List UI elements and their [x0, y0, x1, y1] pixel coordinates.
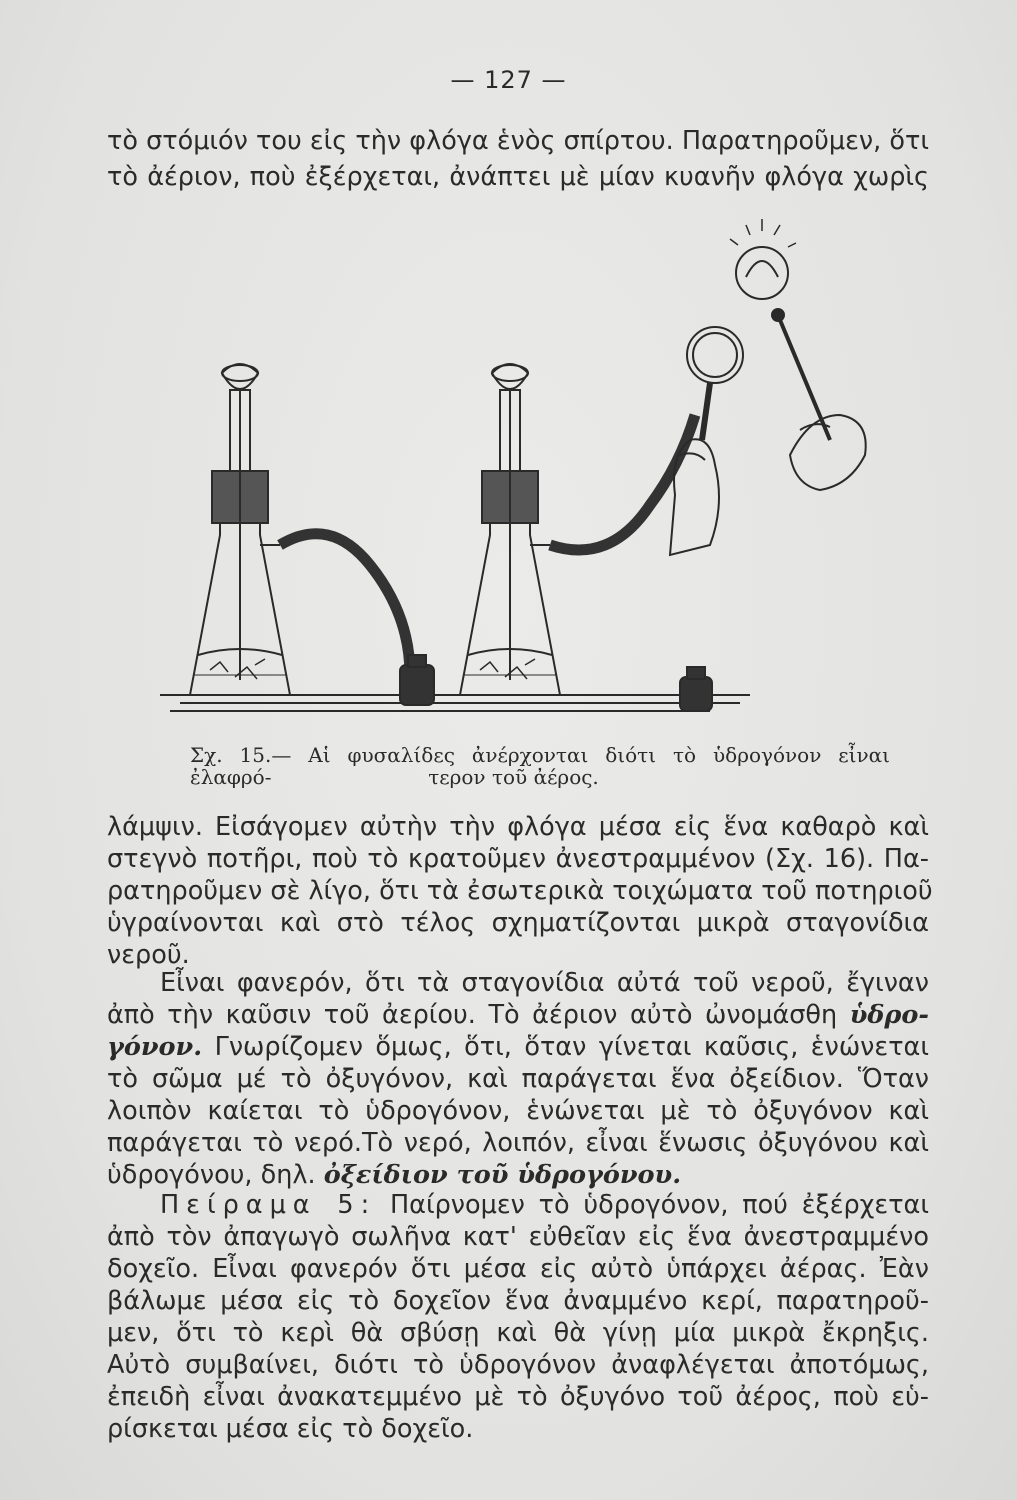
left-hand — [670, 439, 719, 555]
hydrogen-apparatus-illustration — [150, 215, 910, 725]
text-line — [107, 1032, 929, 1062]
flask-left — [190, 364, 290, 695]
bold-term: ὀξείδιον τοῦ ὑδρογόνου. — [323, 1160, 682, 1190]
text-line: μεν, ὅτι τὸ κερὶ θὰ σβύσῃ καὶ θὰ γίνῃ μία μικρὰ ἔκρηξις. — [107, 1318, 929, 1348]
text-line: ρίσκεται μέσα εἰς τὸ δοχεῖο. — [107, 1414, 474, 1444]
text-line: λοιπὸν καίεται τὸ ὑδρογόνον, ἑνώνεται μὲ τὸ ὀξυγόνον καὶ — [107, 1096, 929, 1126]
small-bottle-right — [680, 667, 712, 711]
text-line: τὸ ἀέριον, ποὺ ἐξέρχεται, ἀνάπτει μὲ μίαν κυανῆν φλόγα χωρὶς — [107, 162, 929, 192]
figure-caption: τερον τοῦ ἀέρος. — [428, 765, 599, 789]
text-line: λάμψιν. Εἰσάγομεν αὐτὴν τὴν φλόγα μέσα εἰς ἕνα καθαρὸ καὶ — [107, 812, 929, 842]
experiment-label: Πείραμα 5: — [160, 1190, 377, 1220]
text-span: Παίρνομεν τὸ ὑδρογόνον, πού ἐξέρχεται — [390, 1190, 929, 1220]
right-hand — [790, 415, 866, 490]
text-line: στεγνὸ ποτῆρι, ποὺ τὸ κρατοῦμεν ἀνεστραμμένον (Σχ. 16). Πα- — [107, 844, 929, 874]
text-line: τὸ στόμιόν του εἰς τὴν φλόγα ἑνὸς σπίρτου. Παρατηροῦμεν, ὅτι — [107, 126, 929, 156]
match — [780, 320, 830, 440]
text-line: βάλωμε μέσα εἰς τὸ δοχεῖον ἕνα ἀναμμένο κερί, παρατηροῦ- — [107, 1286, 929, 1316]
text-line: Αὐτὸ συμβαίνει, διότι τὸ ὑδρογόνον ἀναφλέγεται ἀποτόμως, — [107, 1350, 929, 1380]
text-line: ὑγραίνονται καὶ στὸ τέλος σχηματίζονται μικρὰ σταγονίδια — [107, 908, 929, 938]
text-line — [107, 1160, 929, 1190]
text-line — [107, 1000, 929, 1030]
bold-term: ὑδρο- — [849, 1000, 929, 1030]
text-line — [160, 1190, 929, 1220]
text-line: τὸ σῶμα μέ τὸ ὀξυγόνον, καὶ παράγεται ἕνα ὀξείδιον. Ὅταν — [107, 1064, 929, 1094]
page-number: — 127 — — [450, 66, 567, 94]
text-line: παράγεται τὸ νερό.Τὸ νερό, λοιπόν, εἶναι ἕνωσις ὀξυγόνου καὶ — [107, 1128, 929, 1158]
rubber-tube — [280, 534, 410, 675]
text-span: Γνωρίζομεν ὅμως, ὅτι, ὅταν γίνεται καῦσις, ἑνώνεται — [214, 1032, 929, 1062]
text-line: δοχεῖο. Εἶναι φανερόν ὅτι μέσα εἰς αὐτὸ ὑπάρχει ἀέρας. Ἐὰν — [107, 1254, 929, 1284]
text-span: ἀπὸ τὴν καῦσιν τοῦ ἀερίου. Τὸ ἀέριον αὐτὸ ὠνομάσθη — [107, 1000, 838, 1030]
figure-caption: Σχ. 15.— Αἱ φυσαλίδες ἀνέρχονται διότι τὸ ὑδρογόνον εἶναι ἐλαφρό- — [190, 743, 890, 789]
text-line: Εἶναι φανερόν, ὅτι τὰ σταγονίδια αὐτά τοῦ νεροῦ, ἔγιναν — [160, 968, 929, 998]
text-line: ρατηροῦμεν σὲ λίγο, ὅτι τὰ ἐσωτερικὰ τοιχώματα τοῦ ποτηριοῦ — [107, 876, 933, 906]
flask-right — [460, 364, 560, 695]
text-line: ἀπὸ τὸν ἀπαγωγὸ σωλῆνα κατ' εὐθεῖαν εἰς ἕνα ἀνεστραμμένο — [107, 1222, 929, 1252]
text-line: νεροῦ. — [107, 940, 190, 970]
text-span: ὑδρογόνου, δηλ. — [107, 1160, 316, 1190]
bold-term: γόνον. — [107, 1032, 203, 1062]
flame-burst — [730, 219, 796, 299]
text-line: ἐπειδὴ εἶναι ἀνακατεμμένο μὲ τὸ ὀξυγόνο τοῦ ἀέρος, ποὺ εὑ- — [107, 1382, 929, 1412]
